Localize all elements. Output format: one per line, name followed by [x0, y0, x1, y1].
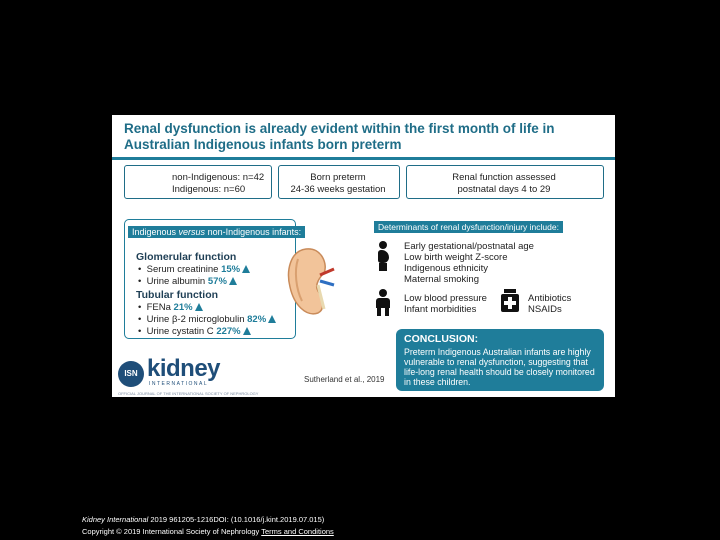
- increase-arrow-icon: [242, 265, 250, 273]
- increase-arrow-icon: [195, 303, 203, 311]
- journal-name: Kidney International: [82, 515, 149, 524]
- cohort-nonindigenous: non-Indigenous: n=42: [172, 172, 265, 183]
- born-line2: 24-36 weeks gestation: [290, 184, 386, 195]
- assessed-line1: Renal function assessed: [452, 172, 556, 183]
- drug-determinant: Antibiotics: [528, 293, 572, 304]
- pregnant-woman-icon: [376, 241, 390, 271]
- conclusion-box: [396, 329, 604, 391]
- drug-determinant: NSAIDs: [528, 304, 562, 315]
- maternal-determinant: Low birth weight Z-score: [404, 252, 508, 263]
- abstract-title: Renal dysfunction is already evident within the first month of life in Australian Indigenous infants born preterm: [124, 121, 555, 152]
- footer-reference: [82, 515, 324, 524]
- kidney-icon: [284, 245, 344, 321]
- maternal-determinant: Indigenous ethnicity: [404, 263, 488, 274]
- comparison-header: Indigenous versus non-Indigenous infants:: [128, 226, 305, 238]
- citation: Sutherland et al., 2019: [304, 375, 385, 384]
- increase-arrow-icon: [229, 277, 237, 285]
- tubular-title: Tubular function: [136, 289, 219, 301]
- doi-text: 2019 961205-1216DOI: (10.1016/j.kint.2019.07.015): [148, 515, 325, 524]
- determinants-header: Determinants of renal dysfunction/injury include:: [374, 221, 563, 233]
- kidney-international-logo: kidney: [147, 355, 221, 382]
- graphical-abstract: [112, 115, 615, 397]
- maternal-determinant: Maternal smoking: [404, 274, 479, 285]
- copyright-text: Copyright © 2019 International Society of Nephrology: [82, 527, 262, 536]
- born-line1: Born preterm: [310, 172, 366, 183]
- medication-icon: [500, 289, 520, 313]
- conclusion-text: Preterm Indigenous Australian infants are highly vulnerable to renal dysfunction, suggesting that life-long renal health should be closely monitored in these children.: [404, 347, 595, 387]
- logo-tagline: OFFICIAL JOURNAL OF THE INTERNATIONAL SOCIETY OF NEPHROLOGY: [118, 391, 259, 396]
- assessed-line2: postnatal days 4 to 29: [457, 184, 551, 195]
- conclusion-title: CONCLUSION:: [404, 333, 479, 345]
- isn-logo: ISN: [118, 361, 144, 387]
- infant-determinant: Infant morbidities: [404, 304, 477, 315]
- tub-item: • Urine cystatin C 227%: [138, 326, 251, 337]
- title-divider: [112, 157, 615, 160]
- tub-item: • FENa 21%: [138, 302, 203, 313]
- footer-copyright: [82, 527, 334, 536]
- glom-item: • Urine albumin 57%: [138, 276, 237, 287]
- tub-item: • Urine β-2 microglobulin 82%: [138, 314, 276, 325]
- increase-arrow-icon: [268, 315, 276, 323]
- glomerular-title: Glomerular function: [136, 251, 237, 263]
- infant-determinant: Low blood pressure: [404, 293, 487, 304]
- increase-arrow-icon: [243, 327, 251, 335]
- logo-subtitle: INTERNATIONAL: [149, 381, 209, 387]
- glom-item: • Serum creatinine 15%: [138, 264, 250, 275]
- maternal-determinant: Early gestational/postnatal age: [404, 241, 534, 252]
- terms-link[interactable]: Terms and Conditions: [261, 527, 334, 536]
- cohort-indigenous: Indigenous: n=60: [172, 184, 246, 195]
- infant-icon: [374, 289, 392, 317]
